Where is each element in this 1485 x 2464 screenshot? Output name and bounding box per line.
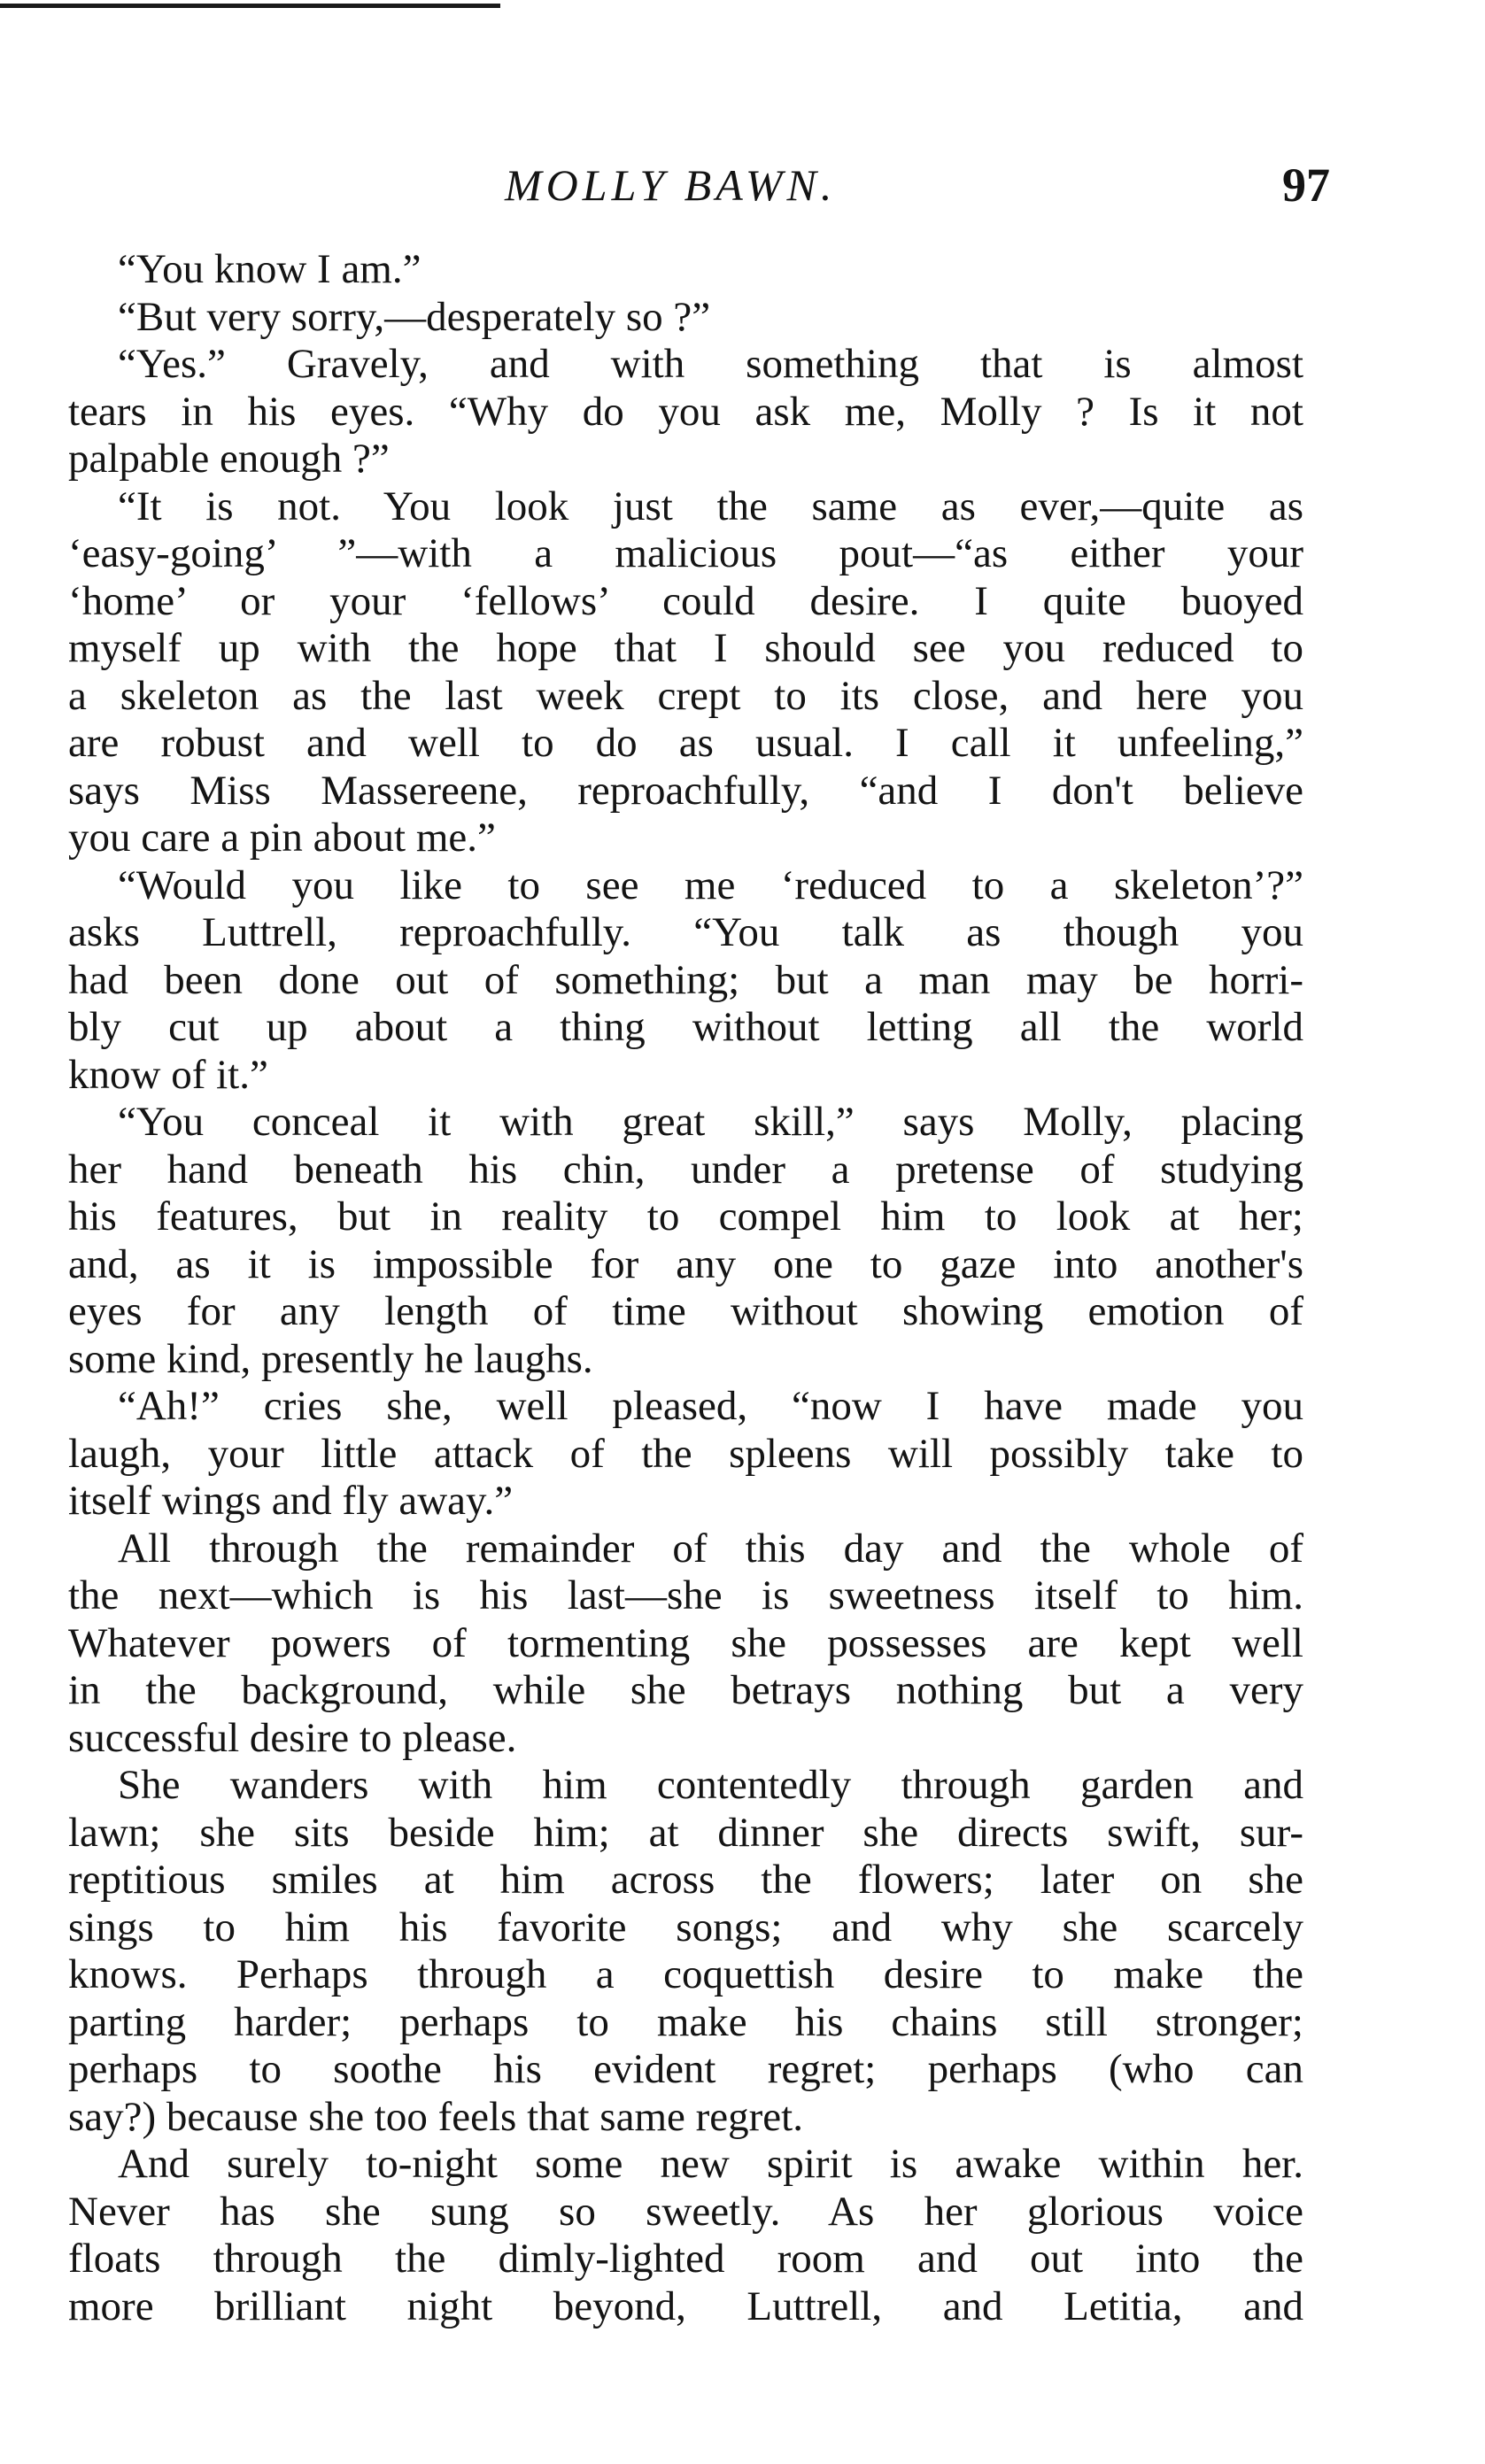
text-line: say?) because she too feels that same regret. xyxy=(68,2093,803,2140)
text-line: lawn; she sits beside him; at dinner she directs swift, sur- xyxy=(68,1809,1303,1856)
text-line: in the background, while she betrays nothing but a very xyxy=(68,1667,1303,1713)
text-line: her hand beneath his chin, under a pretense of studying xyxy=(68,1146,1303,1193)
text-line: the next—which is his last—she is sweetness itself to him. xyxy=(68,1572,1303,1618)
text-line: Never has she sung so sweetly. As her glorious voice xyxy=(68,2188,1303,2235)
text-line: asks Luttrell, reproachfully. “You talk as though you xyxy=(68,909,1303,955)
text-line: a skeleton as the last week crept to its close, and here you xyxy=(68,672,1303,719)
text-line: knows. Perhaps through a coquettish desire to make the xyxy=(68,1951,1303,1997)
text-line: laugh, your little attack of the spleens will possibly take to xyxy=(68,1430,1303,1477)
text-line: some kind, presently he laughs. xyxy=(68,1335,593,1382)
text-line: parting harder; perhaps to make his chains still stronger; xyxy=(68,1998,1303,2045)
text-line: says Miss Massereene, reproachfully, “and I don't believe xyxy=(68,767,1303,814)
text-line: She wanders with him contentedly through garden and xyxy=(118,1762,1303,1808)
text-line: itself wings and fly away.” xyxy=(68,1478,514,1524)
text-line: eyes for any length of time without showing emotion of xyxy=(68,1288,1303,1334)
text-line: successful desire to please. xyxy=(68,1714,517,1761)
text-line: “Would you like to see me ‘reduced to a skeleton’?” xyxy=(118,861,1303,908)
text-line: “Yes.” Gravely, and with something that is almost xyxy=(118,341,1303,387)
text-line: tears in his eyes. “Why do you ask me, Molly ? Is it not xyxy=(68,388,1303,435)
text-line: “It is not. You look just the same as ever,—quite as xyxy=(118,483,1303,529)
text-line: more brilliant night beyond, Luttrell, and Letitia, and xyxy=(68,2282,1303,2329)
text-line: “Ah!” cries she, well pleased, “now I have made you xyxy=(118,1383,1303,1429)
page-header xyxy=(0,151,1485,221)
text-line: And surely to-night some new spirit is awake within her. xyxy=(118,2141,1303,2187)
text-line: floats through the dimly-lighted room and out into the xyxy=(68,2236,1303,2282)
text-line: ‘easy-going’ ”—with a malicious pout—“as either your xyxy=(68,530,1303,576)
text-line: his features, but in reality to compel him to look at her; xyxy=(68,1193,1303,1240)
text-line: sings to him his favorite songs; and why she scarcely xyxy=(68,1904,1303,1950)
page-number: 97 xyxy=(1282,158,1330,212)
text-line: and, as it is impossible for any one to gaze into another's xyxy=(68,1240,1303,1287)
text-line: perhaps to soothe his evident regret; perhaps (who can xyxy=(68,2046,1303,2092)
text-line: know of it.” xyxy=(68,1051,268,1098)
text-line: are robust and well to do as usual. I call it unfeeling,” xyxy=(68,720,1303,766)
top-rule xyxy=(0,4,500,8)
text-line: All through the remainder of this day and the whole of xyxy=(118,1525,1303,1572)
text-line: “You know I am.” xyxy=(118,246,422,292)
text-line: ‘home’ or your ‘fellows’ could desire. I quite buoyed xyxy=(68,577,1303,624)
text-line: reptitious smiles at him across the flowers; later on she xyxy=(68,1857,1303,1903)
text-line: Whatever powers of tormenting she possesses are kept well xyxy=(68,1619,1303,1666)
text-line: bly cut up about a thing without letting all the world xyxy=(68,1004,1303,1050)
text-line: “You conceal it with great skill,” says Molly, placing xyxy=(118,1099,1303,1145)
text-line: palpable enough ?” xyxy=(68,436,390,482)
running-title: MOLLY BAWN. xyxy=(505,160,837,210)
text-line: myself up with the hope that I should see you reduced to xyxy=(68,625,1303,671)
text-line: you care a pin about me.” xyxy=(68,815,496,861)
text-line: “But very sorry,—desperately so ?” xyxy=(118,293,711,340)
text-line: had been done out of something; but a man may be horri- xyxy=(68,956,1303,1003)
body-text xyxy=(68,246,1303,2330)
